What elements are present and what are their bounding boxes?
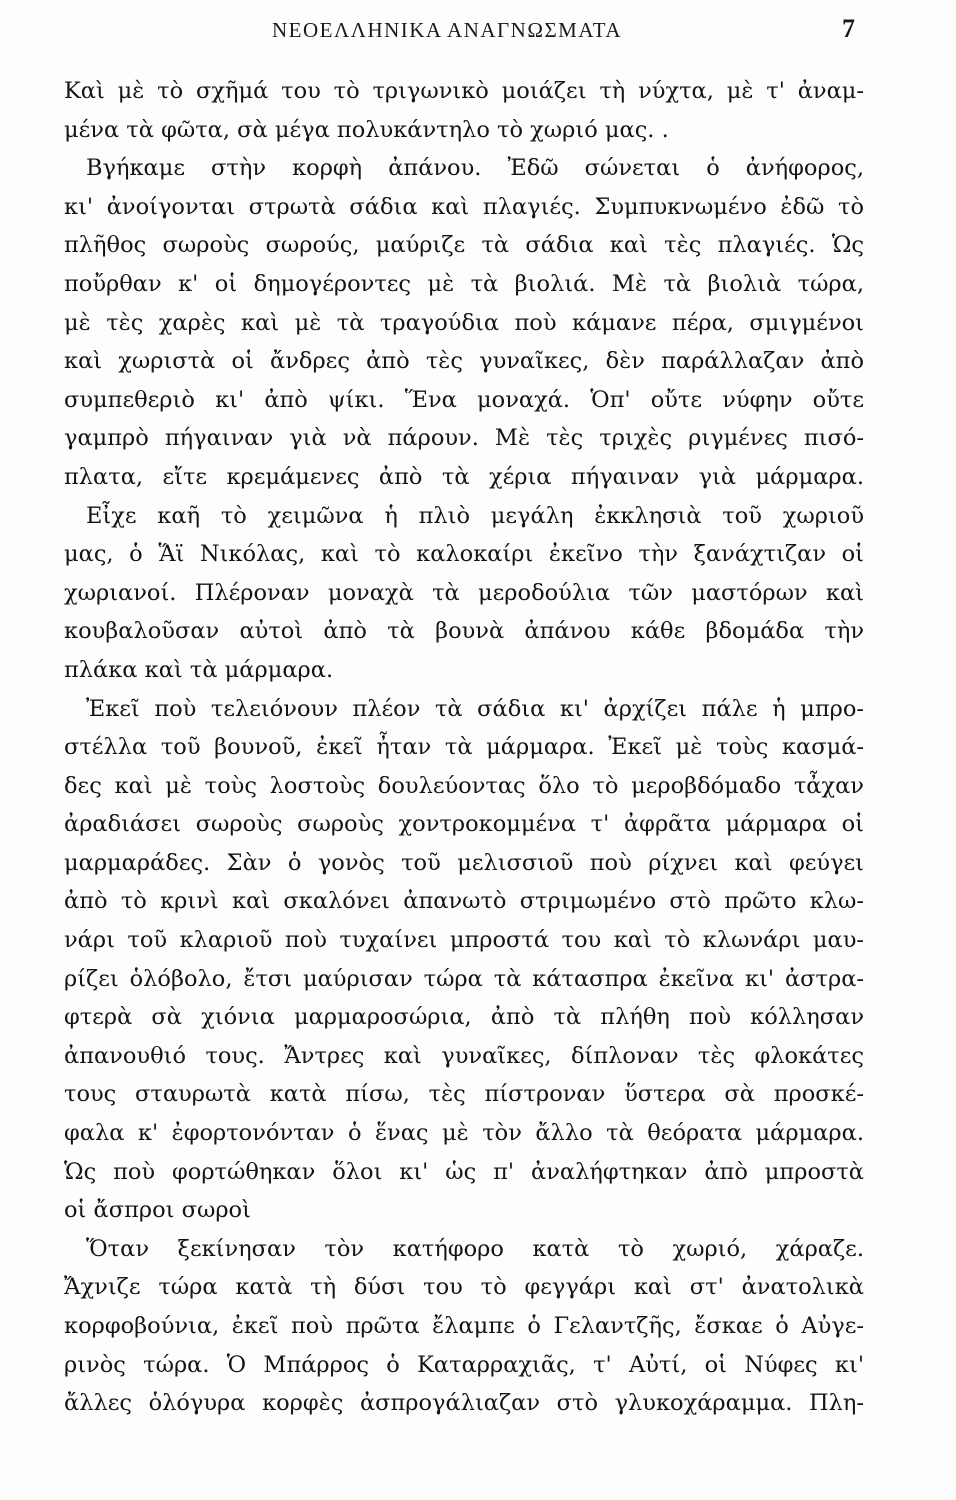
text-line: κορφοβούνια, ἐκεῖ ποὺ πρῶτα ἔλαμπε ὁ Γελαντζῆς, ἔσκαε ὁ Αὐγε- [64, 1313, 864, 1339]
text-line: Εἶχε καῆ τὸ χειμῶνα ἡ πλιὸ μεγάλη ἐκκλησιὰ τοῦ χωριοῦ [86, 502, 864, 529]
text-line: ἀπὸ τὸ κρινὶ καὶ σκαλόνει ἀπανωτὸ στριμωμένο στὸ πρῶτο κλω- [64, 888, 864, 915]
text-line: ἀραδιάσει σωροὺς σωροὺς χοντροκομμένα τ' ἀφρᾶτα μάρμαρα οἱ [64, 811, 864, 838]
text-line: γαμπρὸ πήγαιναν γιὰ νὰ πάρουν. Μὲ τὲς τριχὲς ριγμένες πισό- [64, 425, 864, 452]
text-line: φαλα κ' ἐφορτονόνταν ὁ ἕνας μὲ τὸν ἄλλο τὰ θεόρατα μάρμαρα. [64, 1120, 864, 1147]
text-line: Ἄχνιζε τώρα κατὰ τὴ δύσι του τὸ φεγγάρι καὶ στ' ἀνατολικὰ [64, 1274, 864, 1301]
text-line: μας, ὁ Ἅϊ Νικόλας, καὶ τὸ καλοκαίρι ἐκεῖνο τὴν ξανάχτιζαν οἱ [64, 541, 864, 568]
text-line: μὲ τὲς χαρὲς καὶ μὲ τὰ τραγούδια ποὺ κάμανε πέρα, σμιγμένοι [64, 309, 864, 336]
text-line: ρινὸς τώρα. Ὁ Μπάρρος ὁ Καταρραχιᾶς, τ' Αὐτί, οἱ Νύφες κι' [64, 1351, 864, 1378]
text-line: πλατα, εἴτε κρεμάμενες ἀπὸ τὰ χέρια πήγαιναν γιὰ μάρμαρα. [64, 463, 864, 490]
text-line: δες καὶ μὲ τοὺς λοστοὺς δουλεύοντας ὅλο τὸ μεροβδόμαδο τἆχαν [64, 772, 864, 799]
running-head [0, 16, 956, 52]
text-line: πλῆθος σωροὺς σωρούς, μαύριζε τὰ σάδια καὶ τὲς πλαγιές. Ὡς [64, 232, 864, 259]
text-line: νάρι τοῦ κλαριοῦ ποὺ τυχαίνει μπροστά του καὶ τὸ κλωνάρι μαυ- [64, 927, 864, 954]
text-line: χωριανοί. Πλέροναν μοναχὰ τὰ μεροδούλια τῶν μαστόρων καὶ [64, 579, 864, 606]
text-line: συμπεθεριὸ κι' ἀπὸ ψίκι. Ἕνα μοναχά. Ὁπ' οὔτε νύφην οὔτε [64, 386, 864, 413]
text-line: ρίζει ὁλόβολο, ἔτσι μαύρισαν τώρα τὰ κάτασπρα ἐκεῖνα κι' ἀστρα- [64, 965, 864, 992]
text-line: κι' ἀνοίγονται στρωτὰ σάδια καὶ πλαγιές. Συμπυκνωμένο ἐδῶ τὸ [64, 193, 864, 220]
text-line: πλάκα καὶ τὰ μάρμαρα. [64, 656, 334, 683]
text-line: στέλλα τοῦ βουνοῦ, ἐκεῖ ἦταν τὰ μάρμαρα. Ἐκεῖ μὲ τοὺς κασμά- [64, 734, 864, 761]
text-line: μαρμαράδες. Σὰν ὁ γονὸς τοῦ μελισσιοῦ ποὺ ρίχνει καὶ φεύγει [64, 849, 864, 876]
text-line: Ὅταν ξεκίνησαν τὸν κατήφορο κατὰ τὸ χωριό, χάραζε. [86, 1235, 864, 1262]
running-title: ΝΕΟΕΛΛΗΝΙΚΑ ΑΝΑΓΝΩΣΜΑΤΑ [272, 18, 623, 42]
text-line: μένα τὰ φῶτα, σὰ μέγα πολυκάντηλο τὸ χωριό μας. . [64, 116, 669, 143]
text-line: ἄλλες ὁλόγυρα κορφὲς ἀσπρογάλιαζαν στὸ γλυκοχάραμμα. Πλη- [64, 1390, 864, 1417]
text-line: καὶ χωριστὰ οἱ ἄνδρες ἀπὸ τὲς γυναῖκες, δὲν παράλλαζαν ἀπὸ [64, 348, 864, 375]
body-text [64, 72, 864, 1423]
text-line: κουβαλοῦσαν αὐτοὶ ἀπὸ τὰ βουνὰ ἀπάνου κάθε βδομάδα τὴν [64, 618, 864, 645]
text-line: ἀπανουθιό τους. Ἄντρες καὶ γυναῖκες, δίπλοναν τὲς φλοκάτες [64, 1042, 864, 1069]
text-line: Βγήκαμε στὴν κορφὴ ἀπάνου. Ἐδῶ σώνεται ὁ ἀνήφορος, [86, 155, 864, 182]
text-line: οἱ ἄσπροι σωροὶ [64, 1197, 251, 1224]
text-line: φτερὰ σὰ χιόνια μαρμαροσώρια, ἀπὸ τὰ πλήθη ποὺ κόλλησαν [64, 1004, 864, 1031]
text-line: Καὶ μὲ τὸ σχῆμά του τὸ τριγωνικὸ μοιάζει τὴ νύχτα, μὲ τ' ἀναμ- [64, 78, 864, 104]
text-line: Ἐκεῖ ποὺ τελειόνουν πλέον τὰ σάδια κι' ἀρχίζει πάλε ἡ μπρο- [86, 695, 864, 722]
text-line: Ὡς ποὺ φορτώθηκαν ὅλοι κι' ὡς π' ἀναλήφτηκαν ἀπὸ μπροστὰ [64, 1158, 864, 1185]
page-number: 7 [842, 14, 855, 43]
text-line: ποὔρθαν κ' οἱ δημογέροντες μὲ τὰ βιολιά. Μὲ τὰ βιολιὰ τώρα, [64, 270, 864, 297]
text-line: τους σταυρωτὰ κατὰ πίσω, τὲς πίστροναν ὕστερα σὰ προσκέ- [64, 1081, 864, 1108]
